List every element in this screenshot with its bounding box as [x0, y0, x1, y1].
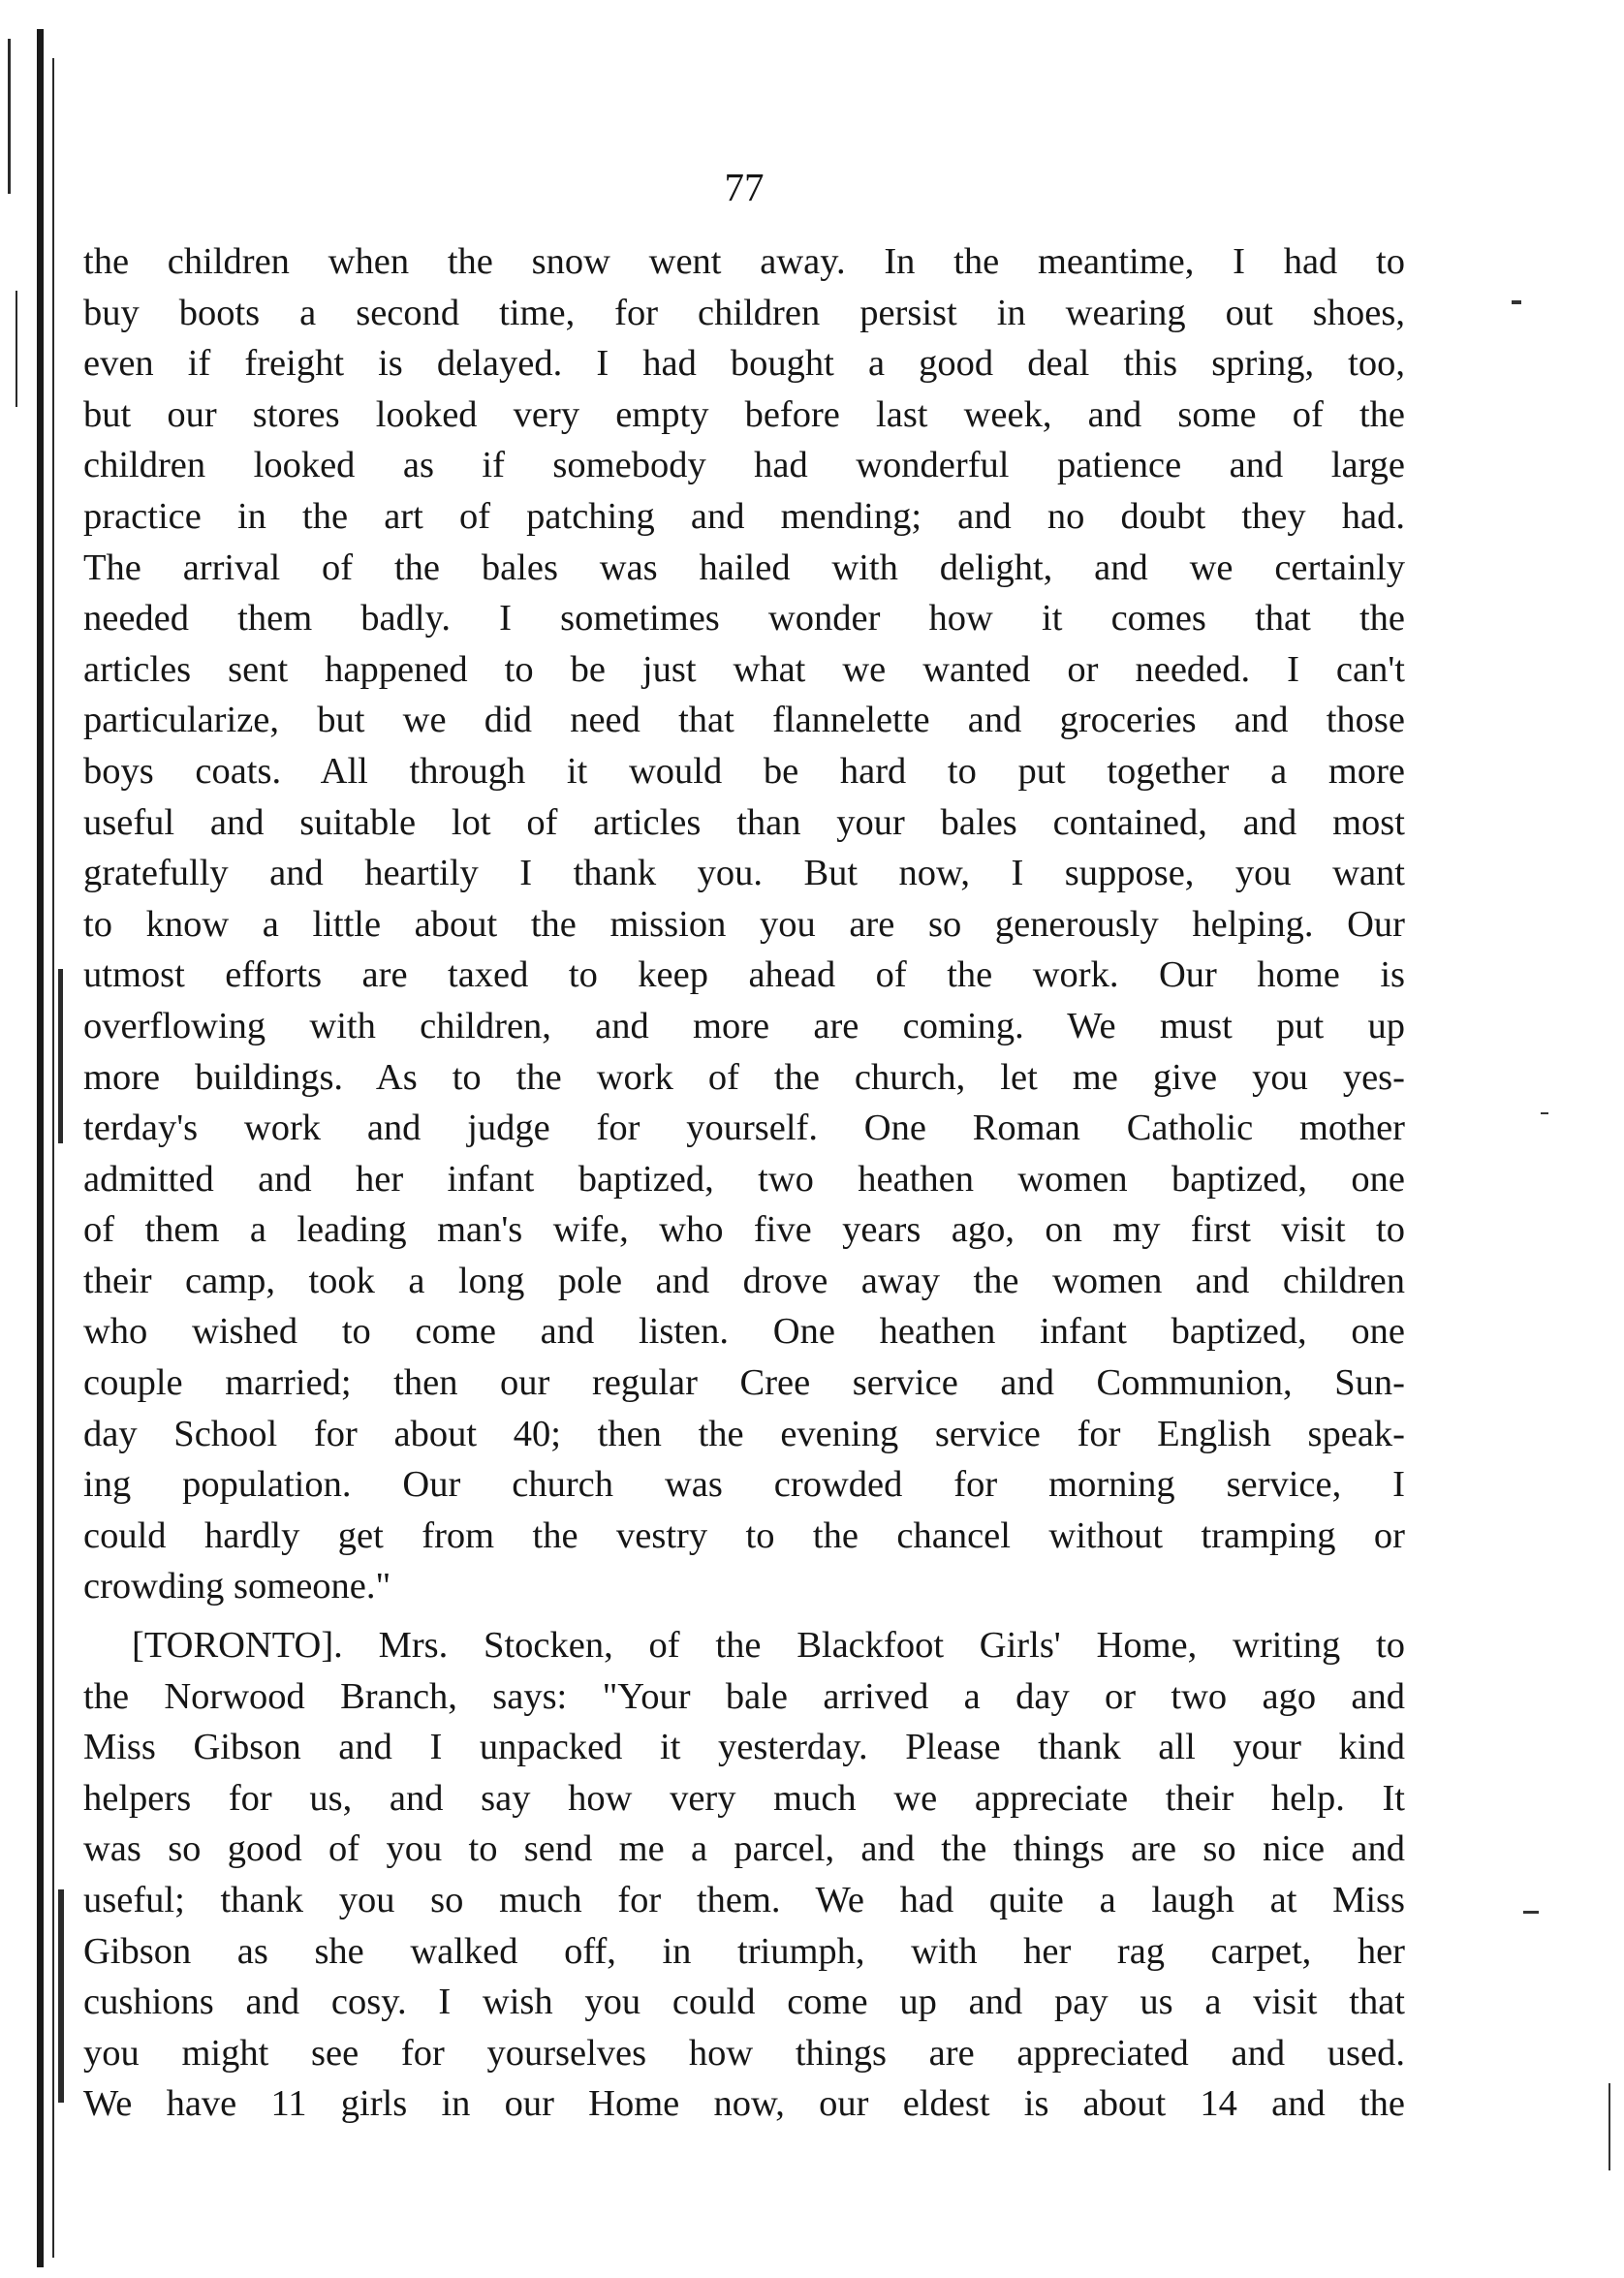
text-line: their camp, took a long pole and drove away the women and children: [83, 1260, 1405, 1301]
text-line: needed them badly. I sometimes wonder how it comes that the: [83, 598, 1405, 640]
scan-binding-edge: [37, 29, 44, 2267]
margin-speck: [1523, 1911, 1539, 1914]
text-line: children looked as if somebody had wonderful patience and large: [83, 445, 1405, 486]
paragraph-gap: [83, 1612, 1405, 1620]
text-line: buy boots a second time, for children persist in wearing out shoes,: [83, 292, 1405, 333]
text-line: particularize, but we did need that flannelette and groceries and those: [83, 700, 1405, 741]
scan-edge-fragment: [16, 291, 17, 407]
text-line: who wished to come and listen. One heathen infant baptized, one: [83, 1311, 1405, 1353]
text-line: day School for about 40; then the evening service for English speak-: [83, 1413, 1405, 1454]
margin-speck: [1608, 2083, 1610, 2170]
text-line: the children when the snow went away. In the meantime, I had to: [83, 241, 1405, 282]
margin-speck: [1541, 1112, 1548, 1114]
text-line: practice in the art of patching and mending; and no doubt they had.: [83, 495, 1405, 537]
text-line: could hardly get from the vestry to the chancel without tramping or: [83, 1514, 1405, 1556]
text-line: overflowing with children, and more are coming. We must put up: [83, 1005, 1405, 1046]
text-line: Gibson as she walked off, in triumph, with her rag carpet, her: [83, 1930, 1405, 1972]
body-text: [83, 236, 1405, 2130]
scan-edge-fragment: [58, 969, 63, 1143]
text-line: cushions and cosy. I wish you could come up and pay us a visit that: [83, 1982, 1405, 2023]
text-line: more buildings. As to the work of the church, let me give you yes-: [83, 1056, 1405, 1098]
text-line: ing population. Our church was crowded for morning service, I: [83, 1464, 1405, 1506]
scan-edge-fragment: [58, 1889, 64, 2103]
text-line: articles sent happened to be just what we wanted or needed. I can't: [83, 648, 1405, 690]
margin-speck: [1512, 300, 1521, 304]
text-line: We have 11 girls in our Home now, our eldest is about 14 and the: [83, 2083, 1405, 2125]
text-line: useful and suitable lot of articles than your bales contained, and most: [83, 801, 1405, 843]
text-line: [TORONTO]. Mrs. Stocken, of the Blackfoot Girls' Home, writing to: [132, 1625, 1405, 1667]
text-line: even if freight is delayed. I had bought a good deal this spring, too,: [83, 343, 1405, 385]
text-line: you might see for yourselves how things are appreciated and used.: [83, 2032, 1405, 2074]
text-line: the Norwood Branch, says: "Your bale arrived a day or two ago and: [83, 1675, 1405, 1717]
text-line: of them a leading man's wife, who five years ago, on my first visit to: [83, 1209, 1405, 1251]
text-line: useful; thank you so much for them. We had quite a laugh at Miss: [83, 1880, 1405, 1920]
paragraph: [83, 236, 1405, 1612]
text-line: terday's work and judge for yourself. One Roman Catholic mother: [83, 1108, 1405, 1149]
text-line: helpers for us, and say how very much we appreciate their help. It: [83, 1777, 1405, 1819]
text-line: to know a little about the mission you are so generously helping. Our: [83, 903, 1405, 945]
text-line: gratefully and heartily I thank you. But now, I suppose, you want: [83, 853, 1405, 894]
text-line: admitted and her infant baptized, two heathen women baptized, one: [83, 1158, 1405, 1200]
text-line: couple married; then our regular Cree service and Communion, Sun-: [83, 1362, 1405, 1404]
page-number: 77: [724, 165, 765, 209]
text-line: but our stores looked very empty before last week, and some of the: [83, 393, 1405, 435]
text-line: boys coats. All through it would be hard to put together a more: [83, 750, 1405, 792]
text-line: crowding someone.": [83, 1566, 391, 1607]
scan-binding-shadow: [52, 58, 54, 2258]
text-line: The arrival of the bales was hailed with delight, and we certainly: [83, 546, 1405, 588]
paragraph: [83, 1620, 1405, 2130]
text-line: Miss Gibson and I unpacked it yesterday. Please thank all your kind: [83, 1727, 1405, 1768]
text-line: was so good of you to send me a parcel, and the things are so nice and: [83, 1828, 1405, 1870]
text-line: utmost efforts are taxed to keep ahead of the work. Our home is: [83, 954, 1405, 996]
